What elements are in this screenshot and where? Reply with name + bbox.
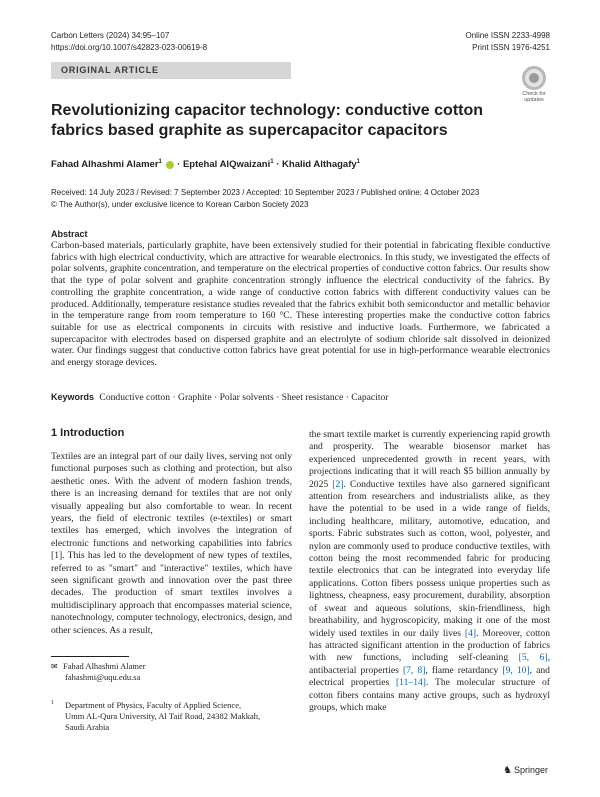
journal-header bbox=[51, 30, 207, 54]
orcid-icon[interactable] bbox=[166, 161, 174, 169]
intro-left-column: Textiles are an integral part of our daily lives, serving not only functional purposes such as clothing and protection, but also aesthetic ones. With the advent of modern fashion trends, there is an increasing demand for textiles that are not only visually appealing but also comfortable to wear. In recent years, the field of electronic textiles (e-textiles) or smart textiles has emerged, which involves the integration of electronic functions and networking capabilities into fabrics [1]. This has led to the development of new types of textiles, referred to as "smart" and "interactive" textiles, which have seen significant growth and innovation over the past three decades. The production of smart textiles involves a multidisciplinary approach that encompasses material science, nanotechnology, computer technology, electronics, design, and other sciences. As a result, bbox=[51, 451, 292, 636]
author-1-affil: 1 bbox=[158, 159, 162, 165]
corresponding-author bbox=[51, 661, 146, 683]
abstract-text: Carbon-based materials, particularly graphite, have been extensively studied for their potential in fabricating flexible conductive fabrics with high electrical conductivity, which are attractive for wearable electronics. In this study, we investigated the effects of polar solvents, graphite concentration, and temperature on the electrical properties of conductive cotton fabrics. Our results show that the type of polar solvent and graphite concentration strongly influence the electrical conductivity of the fabrics. By controlling the graphite concentration, a wide range of conductive cotton fabrics with different conductivity values can be produced. Additionally, temperature resistance studies revealed that the fabrics exhibit both semiconductor and metallic behavior in the temperature range from room temperature to 160 °C. These interesting properties make the conductive cotton fabrics suitable for use as electrical components in circuits with resistive and inductive loads. Furthermore, we fabricated a supercapacitor with electrodes based on dispersed graphite and an electrolyte of sodium chloride salt dissolved in deionized water. Our findings suggest that conductive cotton fabrics have great potential for use in high-performance wearable electronics and energy storage devices. bbox=[51, 240, 550, 369]
doi-link[interactable]: https://doi.org/10.1007/s42823-023-00619-8 bbox=[51, 43, 208, 52]
author-list bbox=[51, 156, 360, 171]
publisher-name: Springer bbox=[513, 765, 548, 775]
body-text: , antibacterial properties bbox=[309, 652, 551, 676]
crossmark-icon bbox=[522, 66, 546, 90]
article-type-label: ORIGINAL ARTICLE bbox=[61, 65, 159, 75]
keywords-label: Keywords bbox=[51, 392, 95, 402]
corresponding-name: Fahad Alhashmi Alamer bbox=[63, 661, 146, 671]
article-history bbox=[51, 187, 479, 210]
author-separator: · bbox=[174, 159, 183, 171]
author-3-affil: 1 bbox=[356, 159, 360, 165]
journal-citation: Carbon Letters (2024) 34:95–107 bbox=[51, 31, 170, 40]
springer-horse-icon: ♞ bbox=[503, 765, 512, 776]
body-text: the smart textile market is currently experiencing rapid growth and prosperity. The wearable biosensor market has experienced unprecedented growth in recent years, with projections indicating that it will reach $5 billion annually by 2025 bbox=[309, 429, 550, 490]
affiliation bbox=[51, 700, 260, 733]
corresponding-email[interactable]: fahashmi@uqu.edu.sa bbox=[65, 672, 141, 682]
body-text: , and electrical properties bbox=[309, 664, 550, 689]
citation-link[interactable]: [2] bbox=[332, 478, 344, 490]
author-1[interactable]: Fahad Alhashmi Alamer bbox=[51, 159, 159, 171]
body-text: . The molecular structure of cotton fibers contains many active groups, such as hydroxyl groups, which make bbox=[309, 677, 550, 713]
check-for-updates-badge[interactable] bbox=[517, 66, 551, 103]
citation-link[interactable]: [9, 10] bbox=[502, 664, 530, 676]
issn-header bbox=[466, 30, 551, 54]
online-issn: Online ISSN 2233-4998 bbox=[465, 31, 550, 40]
body-text: , flame retardancy bbox=[425, 664, 503, 676]
envelope-icon: ✉ bbox=[51, 662, 58, 671]
article-type-banner bbox=[51, 62, 291, 79]
affiliation-line-1: Department of Physics, Faculty of Applied Science, bbox=[65, 700, 242, 710]
affiliation-line-3: Saudi Arabia bbox=[65, 722, 110, 732]
copyright-line: © The Author(s), under exclusive licence to Korean Carbon Society 2023 bbox=[51, 199, 309, 209]
check-for-updates-label: Check for updates bbox=[522, 91, 546, 103]
body-text: . Moreover, cotton has attracted significant attention in the production of fabrics with new functions, including self-cleaning bbox=[309, 627, 550, 664]
section-heading-introduction: 1 Introduction bbox=[51, 427, 125, 439]
keywords bbox=[51, 392, 389, 403]
affiliation-line-2: Umm AL-Qura University, Al Taif Road, 24382 Makkah, bbox=[65, 711, 261, 721]
author-2[interactable]: Eptehal AlQwaizani bbox=[182, 159, 271, 171]
footnote-divider bbox=[51, 656, 129, 657]
author-3[interactable]: Khalid Althagafy bbox=[282, 159, 357, 171]
publisher-logo bbox=[503, 765, 548, 776]
citation-link[interactable]: [11–14] bbox=[395, 677, 427, 689]
citation-link[interactable]: [4] bbox=[464, 627, 477, 639]
abstract-heading: Abstract bbox=[51, 229, 88, 239]
citation-link[interactable]: [5, 6] bbox=[518, 652, 548, 664]
affiliation-number: 1 bbox=[51, 700, 54, 706]
history-dates: Received: 14 July 2023 / Revised: 7 September 2023 / Accepted: 10 September 2023 / Published online: 4 October 2023 bbox=[51, 188, 480, 197]
article-title: Revolutionizing capacitor technology: conductive cotton fabrics based graphite as supercapacitor capacitors bbox=[51, 102, 484, 139]
body-text: . Conductive textiles have also garnered significant attention from researchers and industrialists alike, as they have the potential to be used in a wide range of fields, including healthcare, military, automotive, education, and sports. Fabric substrates such as cotton, wool, polyester, and nylon are commonly used to produce conductive textiles, with cotton being the most recommended fabric for producing textile electronics that can be integrated into everyday life applications. Cotton fibers possess unique properties such as lightness, cheapness, easy procurement, durability, absorption of sweat and aqueous solutions, skin-friendliness, high breathability, and hygroscopicity, making it one of the most widely used textiles in our daily lives bbox=[309, 478, 550, 639]
intro-right-column bbox=[309, 429, 550, 714]
author-separator: · bbox=[273, 159, 283, 171]
citation-link[interactable]: [7, 8] bbox=[402, 664, 426, 676]
author-2-affil: 1 bbox=[270, 159, 274, 165]
print-issn: Print ISSN 1976-4251 bbox=[472, 43, 550, 52]
keywords-list: Conductive cotton · Graphite · Polar solvents · Sheet resistance · Capacitor bbox=[99, 392, 389, 403]
